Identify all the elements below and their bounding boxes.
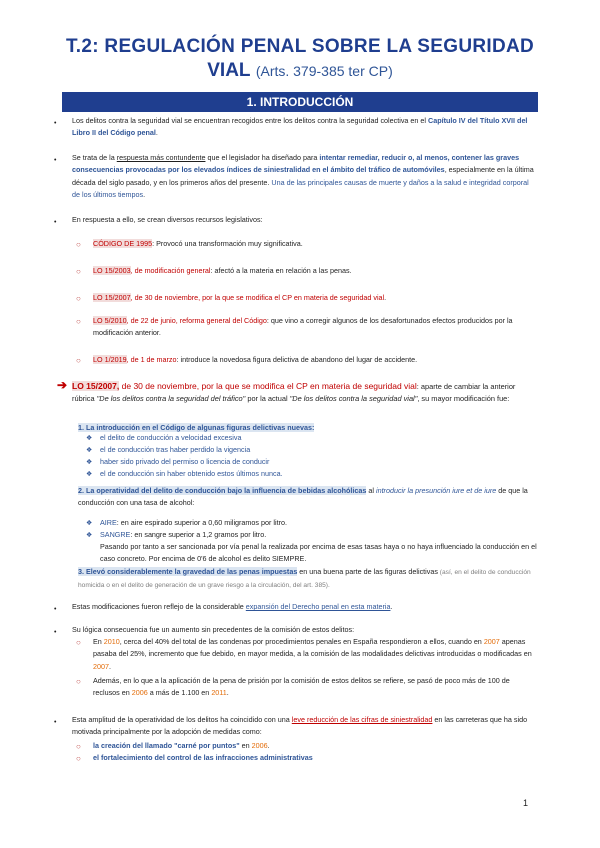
bullet-dot: • xyxy=(54,629,57,636)
page-number: 1 xyxy=(523,798,529,808)
mod1-item: el delito de conducción a velocidad excesiva xyxy=(100,433,242,442)
sangre-item: SANGRE: en sangre superior a 1,2 gramos por litro. xyxy=(100,530,267,539)
arrow-right-icon: ➔ xyxy=(57,378,68,392)
pasando-text: Pasando por tanto a ser sancionada por vía penal la realizada por encima de esas tasas haya o no haya influenciado la conducción en el caso concreto. Por encima de 0'6 de alcohol es delito SIEMPRE. xyxy=(100,542,537,564)
law-item: LO 5/2010, de 22 de junio, reforma general del Código: que vino a corregir algunos de los desafortunados efectos producidos por la modificación anterior. xyxy=(93,316,513,338)
modification-3: 3. Elevó considerablemente la gravedad de las penas impuestas en una buena parte de las figuras delictivas (así, en el delito de conducción homicida o en el delito de generación de un grave riesgo a la circulación, del art. 385). xyxy=(78,567,531,590)
diamond-bullet: ❖ xyxy=(86,435,93,442)
circle-bullet: ○ xyxy=(76,742,81,751)
paragraph-1: Los delitos contra la seguridad vial se encuentran recogidos entre los delitos contra la seguridad colectiva en el Capítulo IV del Título XVII del Libro II del Código penal. xyxy=(72,116,528,138)
circle-bullet: ○ xyxy=(76,754,81,763)
diamond-bullet: ❖ xyxy=(86,447,93,454)
stat-prison: Además, en lo que a la aplicación de la pena de prisión por la comisión de estos delitos se refiere, se pasó de poco más de 100 de reclusos en 2006 a más de 1.100 en 2011. xyxy=(93,676,510,698)
law-item: CÓDIGO DE 1995: Provocó una transformación muy significativa. xyxy=(93,239,303,248)
bullet-dot: • xyxy=(54,719,57,726)
paragraph-5: Su lógica consecuencia fue un aumento sin precedentes de la comisión de estos delitos: xyxy=(72,625,355,634)
circle-bullet: ○ xyxy=(76,638,81,647)
law-item: LO 15/2007, de 30 de noviembre, por la que se modifica el CP en materia de seguridad vial. xyxy=(93,293,387,302)
mod1-item: el de conducción tras haber perdido la vigencia xyxy=(100,445,251,454)
title-vial: VIAL xyxy=(207,60,251,81)
title-articles: (Arts. 379-385 ter CP) xyxy=(255,63,393,79)
bullet-dot: • xyxy=(54,219,57,226)
modification-2: 2. La operatividad del delito de conducción bajo la influencia de bebidas alcohólicas al introducir la presunción iure et de iure de que la conducción con una tasa de alcohol: xyxy=(78,486,528,508)
paragraph-4: Estas modificaciones fueron reflejo de la considerable expansión del Derecho penal en esta materia. xyxy=(72,602,393,611)
section-heading: 1. INTRODUCCIÓN xyxy=(62,92,538,112)
circle-bullet: ○ xyxy=(76,267,81,276)
aire-item: AIRE: en aire espirado superior a 0,60 miligramos por litro. xyxy=(100,518,287,527)
diamond-bullet: ❖ xyxy=(86,520,93,527)
paragraph-3: En respuesta a ello, se crean diversos recursos legislativos: xyxy=(72,215,263,224)
paragraph-6: Esta amplitud de la operatividad de los delitos ha coincidido con una leve reducción de las cifras de siniestralidad en las carreteras que ha sido motivada principalmente por la adopción de medidas como: xyxy=(72,715,528,737)
stat-2010: En 2010, cerca del 40% del total de las condenas por procedimientos penales en España respondieron a ellos, cuando en 2007 apenas pasaba del 25%, incremento que fue debido, en mayor medida, a la comisión de las modalidades delictivas introducidas o modificadas en 2007. xyxy=(93,637,532,671)
page-title-line2 xyxy=(0,60,600,82)
measure-item: el fortalecimiento del control de las infracciones administrativas xyxy=(93,753,313,762)
page-title: T.2: REGULACIÓN PENAL SOBRE LA SEGURIDAD xyxy=(65,36,535,57)
mod1-item: haber sido privado del permiso o licencia de conducir xyxy=(100,457,270,466)
diamond-bullet: ❖ xyxy=(86,532,93,539)
circle-bullet: ○ xyxy=(76,240,81,249)
circle-bullet: ○ xyxy=(76,294,81,303)
diamond-bullet: ❖ xyxy=(86,471,93,478)
mod1-item: el de conducción sin haber obtenido estos últimos nunca. xyxy=(100,469,283,478)
diamond-bullet: ❖ xyxy=(86,459,93,466)
measure-item: la creación del llamado "carné por puntos" en 2006. xyxy=(93,741,270,750)
bullet-dot: • xyxy=(54,120,57,127)
circle-bullet: ○ xyxy=(76,317,81,326)
modification-1: 1. La introducción en el Código de algunas figuras delictivas nuevas: xyxy=(78,423,315,432)
law-item: LO 1/2019, de 1 de marzo: introduce la novedosa figura delictiva de abandono del lugar de accidente. xyxy=(93,355,418,364)
law-item: LO 15/2003, de modificación general: afectó a la materia en relación a las penas. xyxy=(93,266,352,275)
bullet-dot: • xyxy=(54,157,57,164)
paragraph-2: Se trata de la respuesta más contundente que el legislador ha diseñado para intentar remediar, reducir o, al menos, contener las graves consecuencias provocadas por los elevados índices de siniestralidad en el ámbito del tráfico de automóviles, especialmente en la última década del siglo pasado, y en los primeros años del presente. Una de las principales causas de muerte y daños a la salud e integridad corporal de los últimos tiempos. xyxy=(72,153,534,199)
bullet-dot: • xyxy=(54,606,57,613)
circle-bullet: ○ xyxy=(76,356,81,365)
circle-bullet: ○ xyxy=(76,677,81,686)
lo-2007-paragraph: LO 15/2007, de 30 de noviembre, por la que se modifica el CP en materia de seguridad vial: aparte de cambiar la anterior rúbrica "De los delitos contra la seguridad del tráfico" por la actual "De los delitos contra la seguridad vial", su mayor modificación fue: xyxy=(72,381,516,404)
